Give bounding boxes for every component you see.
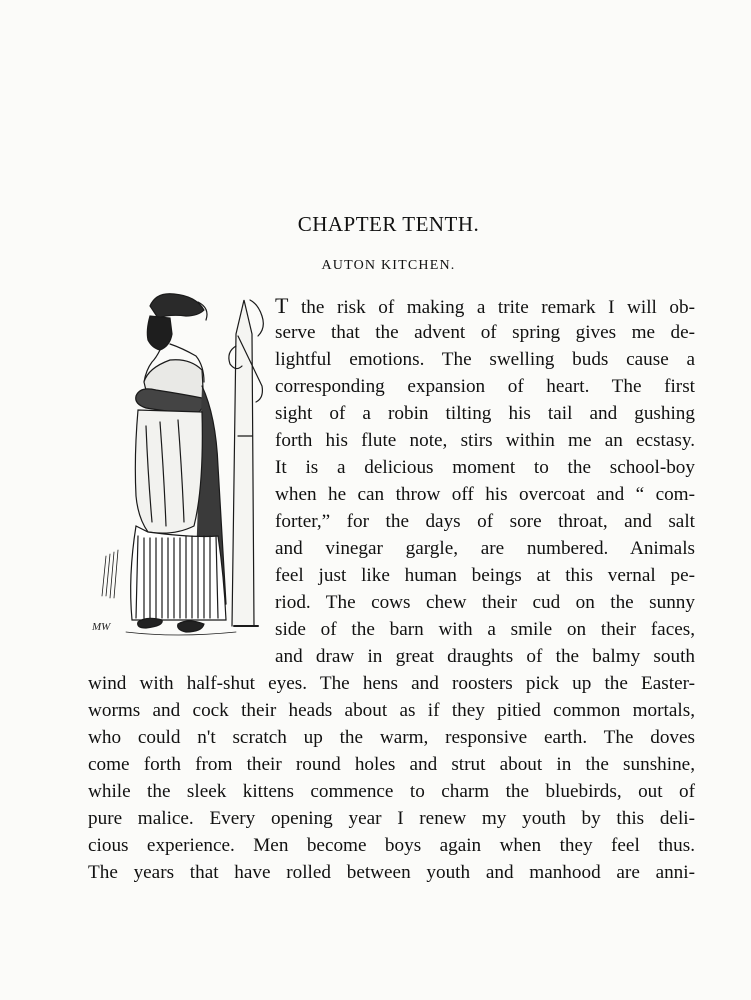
- text-line-13: side of the barn with a smile on their faces,: [275, 619, 695, 640]
- text-line-3: lightful emotions. The swelling buds cause a: [275, 349, 695, 370]
- text-line-1: [275, 292, 695, 321]
- section-title: AUTON KITCHEN.: [321, 258, 456, 273]
- text-line-19: while the sleek kittens commence to charm the bluebirds, out of: [88, 781, 695, 802]
- text-line-2: serve that the advent of spring gives me de-: [275, 322, 695, 343]
- text-line-7: It is a delicious moment to the school-boy: [275, 457, 695, 478]
- text-line-8: when he can throw off his overcoat and “ com-: [275, 484, 695, 505]
- text-line-10: and vinegar gargle, are numbered. Animals: [275, 538, 695, 559]
- text-line-1-content: the risk of making a trite remark I will ob-: [288, 297, 695, 318]
- woman-engraving-illustration: [86, 286, 270, 648]
- text-line-16: worms and cock their heads about as if they pitied common mortals,: [88, 700, 695, 721]
- text-line-20: pure malice. Every opening year I renew my youth by this deli-: [88, 808, 695, 829]
- text-line-6: forth his flute note, stirs within me an ecstasy.: [275, 430, 695, 451]
- text-line-4: corresponding expansion of heart. The first: [275, 376, 695, 397]
- text-line-11: feel just like human beings at this vernal pe-: [275, 565, 695, 586]
- artist-signature: MW: [92, 621, 111, 633]
- text-line-9: forter,” for the days of sore throat, and salt: [275, 511, 695, 532]
- chapter-title: CHAPTER TENTH.: [297, 212, 480, 236]
- text-line-5: sight of a robin tilting his tail and gushing: [275, 403, 695, 424]
- text-line-17: who could n't scratch up the warm, responsive earth. The doves: [88, 727, 695, 748]
- text-line-12: riod. The cows chew their cud on the sunny: [275, 592, 695, 613]
- text-line-21: cious experience. Men become boys again when they feel thus.: [88, 835, 695, 856]
- drop-cap-letter: T: [275, 293, 289, 318]
- text-line-15: wind with half-shut eyes. The hens and roosters pick up the Easter-: [88, 673, 695, 694]
- text-line-22: The years that have rolled between youth and manhood are anni-: [88, 862, 695, 883]
- text-line-14: and draw in great draughts of the balmy south: [275, 646, 695, 667]
- text-line-18: come forth from their round holes and strut about in the sunshine,: [88, 754, 695, 775]
